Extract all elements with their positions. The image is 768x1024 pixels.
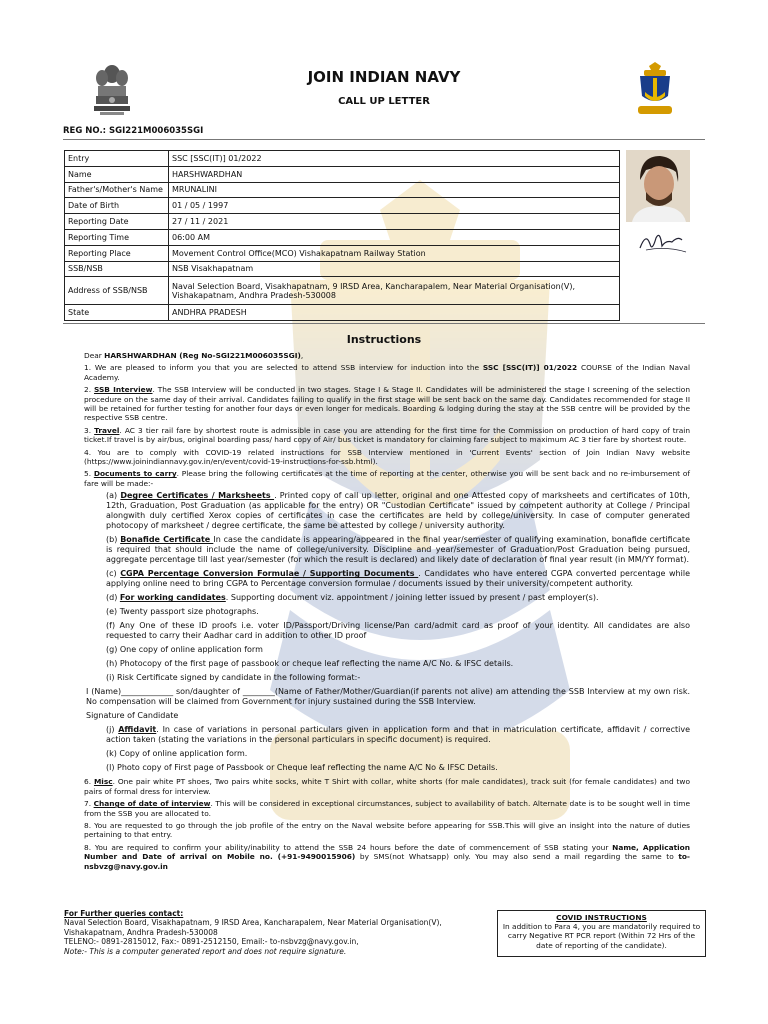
- item-e: (e) Twenty passport size photographs.: [106, 607, 259, 617]
- item-c: (c) CGPA Percentage Conversion Formulae / Supporting Documents . Candidates who have entered CGPA converted percentage while applying online need to bring CGPA to Percentage conversion formulae / documents issued by their university/competent authority.: [106, 569, 690, 589]
- candidate-photo: [626, 150, 690, 222]
- item-b: (b) Bonafide Certificate In case the candidate is appearing/appeared in the final year/semester of qualifying examination, bonafide certificate is required that should include the name of college/university. Discipline and year/semester of Graduation/Post Graduation being pursued, aggregate percentage till last year/semester (for which the result is declared) and likely date of declaration of final year result (in MM/YY format).: [106, 535, 690, 565]
- details-row: [65, 151, 620, 167]
- item-k: (k) Copy of online application form.: [106, 749, 248, 759]
- para-7: 7. Change of date of interview. This will be considered in exceptional circumstances, subject to availability of batch. Alternate date is to be sought well in time from the SSB you are allocated to.: [84, 799, 690, 818]
- contact-address-line: Naval Selection Board, Visakhapatnam, 9 IRSD Area, Kancharapalem, Near Material Organisation(V),: [64, 918, 442, 928]
- covid-text: In addition to Para 4, you are mandatorily required to carry Negative RT PCR report (Within 72 Hrs of the date of reporting of the candidate).: [502, 922, 701, 950]
- para-2: 2. SSB Interview. The SSB Interview will be conducted in two stages. Stage I & Stage II. Candidates will be administered the stage I screening of the selection procedure on the same day of their arrival. Candidates failing to qualify in the first stage will be sent back on the same day. Candidates recommended for stage II will be retained for further testing for another four days or even longer for medicals. Boarding & lodging during the stay at the SSB centre will be provided by the respective SSB centre.: [84, 385, 691, 423]
- instructions-body: [84, 351, 690, 874]
- details-label: Name: [65, 166, 169, 182]
- item-g: (g) One copy of online application form: [106, 645, 263, 655]
- details-label: Father's/Mother's Name: [65, 182, 169, 198]
- candidate-details-table: [64, 150, 620, 321]
- details-value: NSB Visakhapatnam: [169, 261, 620, 277]
- details-value: 27 / 11 / 2021: [169, 214, 620, 230]
- contact-address-line: Vishakapatnam, Andhra Pradesh-530008: [64, 927, 218, 937]
- signature-of-candidate-label: Signature of Candidate: [86, 711, 179, 721]
- details-label: Address of SSB/NSB: [65, 277, 169, 305]
- details-label: Reporting Place: [65, 245, 169, 261]
- details-label: Date of Birth: [65, 198, 169, 214]
- para-5: 5. Documents to carry. Please bring the following certificates at the time of reporting at the center, otherwise you will be sent back and no re-imbursement of fare will be made:-: [84, 469, 690, 488]
- details-value: Naval Selection Board, Visakhapatnam, 9 IRSD Area, Kancharapalem, Near Material Organisation(V), Vishakapatnam, Andhra Pradesh-530008: [169, 277, 620, 305]
- para-6: 6. Misc. One pair white PT shoes, Two pairs white socks, white T Shirt with collar, white shorts (for male candidates), track suit (for female candidates) and two pairs of formal dress for interview.: [84, 777, 690, 796]
- candidate-signature: [636, 226, 692, 256]
- para-1: 1. We are pleased to inform you that you are selected to attend SSB interview for induction into the SSC [SSC(IT)] 01/2022 COURSE of the Indian Naval Academy.: [84, 363, 690, 382]
- details-row: [65, 261, 620, 277]
- details-row: [65, 277, 620, 305]
- details-row: [65, 229, 620, 245]
- details-label: Reporting Time: [65, 229, 169, 245]
- divider: [63, 139, 705, 140]
- details-value: 06:00 AM: [169, 229, 620, 245]
- page-title: JOIN INDIAN NAVY: [307, 68, 461, 86]
- details-label: SSB/NSB: [65, 261, 169, 277]
- details-row: [65, 182, 620, 198]
- details-label: State: [65, 305, 169, 321]
- para-8: 8. You are requested to go through the job profile of the entry on the Naval website before appearing for SSB.This will give an insight into the nature of duties pertaining to that entry.: [84, 820, 690, 840]
- details-label: Reporting Date: [65, 214, 169, 230]
- details-row: [65, 305, 620, 321]
- item-d: (d) For working candidates. Supporting document viz. appointment / joining letter issued by present / past employer(s).: [106, 593, 599, 603]
- registration-number: REG NO.: SGI221M006035SGI: [63, 126, 204, 136]
- item-h: (h) Photocopy of the first page of passbook or cheque leaf reflecting the name A/C No. & IFSC details.: [106, 659, 514, 669]
- para-3: 3. Travel. AC 3 tier rail fare by shortest route is admissible in case you are attending for the first time for the Commission on production of hard copy of train ticket.If travel is by air/bus, original boarding pass/ hard copy of Air/ bus ticket is mandatory for claiming fare subject to maximum AC 3 tier fare by shortest route.: [84, 425, 690, 445]
- details-value: 01 / 05 / 1997: [169, 198, 620, 214]
- salutation: Dear HARSHWARDHAN (Reg No-SGI221M006035SGI),: [84, 351, 304, 360]
- divider: [63, 323, 705, 324]
- details-row: [65, 166, 620, 182]
- details-value: SSC [SSC(IT)] 01/2022: [169, 151, 620, 167]
- instructions-heading: Instructions: [346, 333, 422, 346]
- details-label: Entry: [65, 151, 169, 167]
- details-value: ANDHRA PRADESH: [169, 305, 620, 321]
- para-4: 4. You are to comply with COVID-19 related instructions for SSB Interview mentioned in 'Current Events' section of Join Indian Navy website (https://www.joinindiannavy.gov.in/en/event/covid-19-instructions-for-ssb.html).: [84, 447, 690, 467]
- contact-heading: For Further queries contact:: [64, 909, 184, 918]
- covid-heading: COVID INSTRUCTIONS: [556, 913, 647, 922]
- details-row: [65, 198, 620, 214]
- item-i: (i) Risk Certificate signed by candidate in the following format:-: [106, 673, 361, 683]
- computer-generated-note: Note:- This is a computer generated report and does not require signature.: [64, 946, 347, 956]
- contact-block: [64, 909, 494, 956]
- details-value: MRUNALINI: [169, 182, 620, 198]
- details-row: [65, 245, 620, 261]
- risk-certificate-text: I (Name)_____________ son/daughter of ________(Name of Father/Mother/Guardian(if parents not alive) am attending the SSB Interview at my own risk. No compensation will be claimed from Government for injury sustained during the SSB Interview.: [86, 687, 690, 707]
- details-value: Movement Control Office(MCO) Vishakapatnam Railway Station: [169, 245, 620, 261]
- page-subtitle: CALL UP LETTER: [338, 96, 430, 107]
- contact-phone-line: TELENO:- 0891-2815012, Fax:- 0891-2512150, Email:- to-nsbvzg@navy.gov.in,: [64, 937, 359, 947]
- item-j: (j) Affidavit. In case of variations in personal particulars given in application form and that in matriculation certificate, affidavit / corrective action taken (stating the variations in the personal particulars in specific document) is required.: [106, 725, 690, 745]
- item-f: (f) Any One of these ID proofs i.e. voter ID/Passport/Driving license/Pan card/admit card as proof of your identity. All candidates are also requested to carry their Aadhar card in addition to other ID proof: [106, 621, 690, 641]
- details-value: HARSHWARDHAN: [169, 166, 620, 182]
- item-l: (l) Photo copy of First page of Passbook or Cheque leaf reflecting the name A/C No & IFSC Details.: [106, 763, 498, 773]
- covid-instructions-box: [497, 910, 706, 957]
- details-row: [65, 214, 620, 230]
- para-9: 8. You are required to confirm your ability/inability to attend the SSB 24 hours before the date of commencement of SSB stating your Name, Application Number and Date of arrival on Mobile no. (+91-9490015906) by SMS(not Whatsapp) only. You may also send a mail regarding the same to to-nsbvzg@navy.gov.in: [84, 842, 690, 871]
- item-a: (a) Degree Certificates / Marksheets . Printed copy of call up letter, original and one Attested copy of marksheets and certificates of 10th, 12th, Graduation, Post Graduation (as applicable for the entry) OR "Custodian Certificate" issued by competent authority at College / Principal alongwith duly certified Xerox copies of certificates in case the certificates are held by college/university. In case of computer generated photocopy of marksheet / degree certificate, the same be attested by college / university authority.: [106, 491, 691, 531]
